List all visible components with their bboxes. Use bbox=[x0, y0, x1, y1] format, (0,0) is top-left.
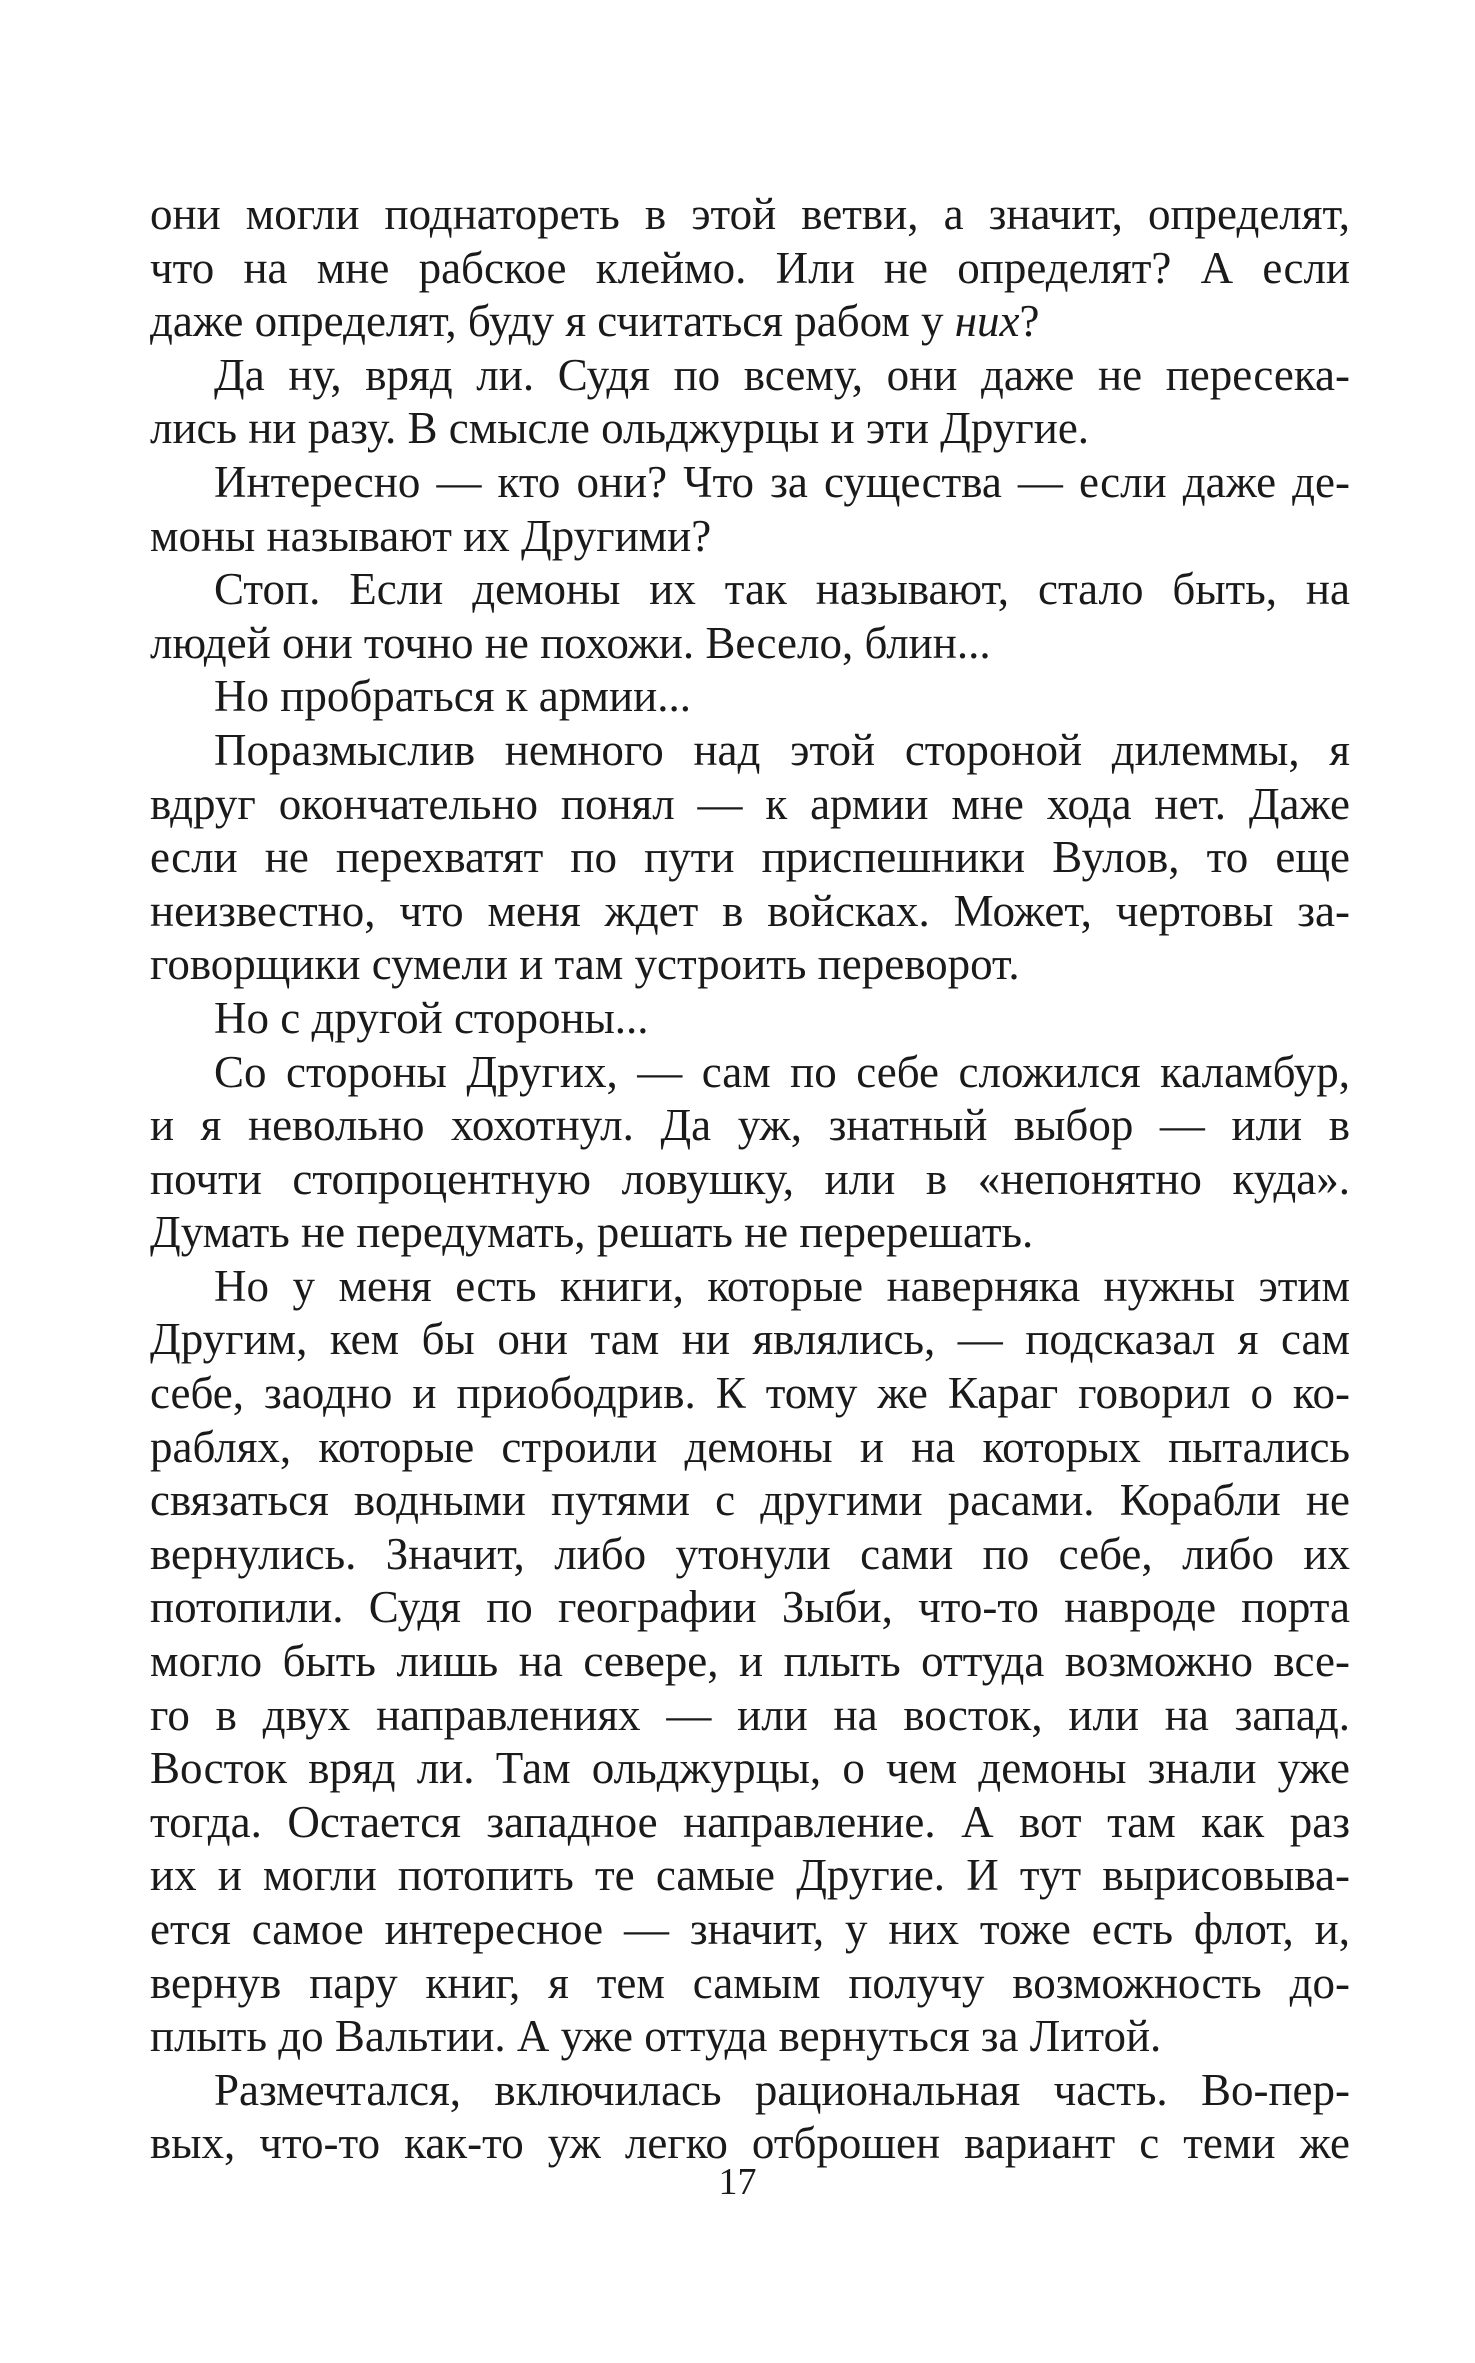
text-line bbox=[150, 188, 1350, 242]
line-text: Но с другой стороны... bbox=[214, 992, 649, 1043]
line-text: Восток вряд ли. Там ольджурцы, о чем демоны знали уже bbox=[150, 1743, 1350, 1794]
text-line bbox=[150, 885, 1350, 939]
text-line bbox=[150, 778, 1350, 832]
text-line bbox=[150, 670, 1350, 724]
text-line bbox=[150, 1689, 1350, 1743]
text-line bbox=[150, 1260, 1350, 1314]
line-text: вых, что-то как-то уж легко отброшен вариант с теми же bbox=[150, 2118, 1350, 2169]
text-line bbox=[150, 1635, 1350, 1689]
text-line bbox=[150, 1046, 1350, 1100]
text-line bbox=[150, 563, 1350, 617]
line-text: вдруг окончательно понял — к армии мне хода нет. Даже bbox=[150, 778, 1350, 829]
line-text: Стоп. Если демоны их так называют, стало быть, на bbox=[214, 564, 1350, 615]
text-line bbox=[150, 510, 1350, 564]
text-line bbox=[150, 1903, 1350, 1957]
text-line bbox=[150, 1742, 1350, 1796]
line-text: и я невольно хохотнул. Да уж, знатный выбор — или в bbox=[150, 1100, 1350, 1151]
line-text: Другим, кем бы они там ни являлись, — подсказал я сам bbox=[150, 1314, 1350, 1365]
line-text: Размечтался, включилась рациональная часть. Во-пер- bbox=[214, 2064, 1350, 2115]
line-text: вернув пару книг, я тем самым получу возможность до- bbox=[150, 1957, 1350, 2008]
line-text: ется самое интересное — значит, у них тоже есть флот, и, bbox=[150, 1904, 1350, 1954]
text-line bbox=[150, 2064, 1350, 2118]
text-line bbox=[150, 402, 1350, 456]
line-text: если не перехватят по пути приспешники Вулов, то еще bbox=[150, 832, 1350, 883]
text-line bbox=[150, 1367, 1350, 1421]
text-line bbox=[150, 724, 1350, 778]
text-line bbox=[150, 349, 1350, 403]
line-text: могло быть лишь на севере, и плыть оттуда возможно все- bbox=[150, 1636, 1350, 1687]
page-number: 17 bbox=[718, 2161, 757, 2203]
line-text: Интересно — кто они? Что за существа — если даже де- bbox=[214, 456, 1350, 507]
line-text: даже определят, буду я считаться рабом у bbox=[150, 296, 955, 347]
text-line bbox=[150, 1957, 1350, 2011]
line-text: говорщики сумели и там устроить переворот. bbox=[150, 939, 1020, 990]
text-line bbox=[150, 831, 1350, 885]
line-text: Но пробраться к армии... bbox=[214, 671, 691, 722]
line-text: что на мне рабское клеймо. Или не определят? А если bbox=[150, 242, 1350, 293]
line-text: неизвестно, что меня ждет в войсках. Может, чертовы за- bbox=[150, 885, 1350, 936]
line-text: себе, заодно и приободрив. К тому же Караг говорил о ко- bbox=[150, 1368, 1350, 1419]
line-text: их и могли потопить те самые Другие. И тут вырисовыва- bbox=[150, 1850, 1350, 1901]
text-line bbox=[150, 242, 1350, 296]
line-text: Но у меня есть книги, которые наверняка нужны этим bbox=[214, 1260, 1350, 1311]
text-line bbox=[150, 1474, 1350, 1528]
text-line bbox=[150, 1581, 1350, 1635]
text-line bbox=[150, 295, 1350, 349]
line-text: го в двух направлениях — или на восток, или на запад. bbox=[150, 1689, 1350, 1740]
line-text-end: ? bbox=[1019, 296, 1040, 347]
text-line bbox=[150, 1421, 1350, 1475]
text-line bbox=[150, 1849, 1350, 1903]
line-text: лись ни разу. В смысле ольджурцы и эти Другие. bbox=[150, 403, 1090, 454]
line-text: Да ну, вряд ли. Судя по всему, они даже не пересека- bbox=[214, 349, 1350, 400]
line-text: плыть до Вальтии. А уже оттуда вернуться за Литой. bbox=[150, 2011, 1162, 2062]
page-body bbox=[150, 188, 1350, 2171]
line-text: раблях, которые строили демоны и на которых пытались bbox=[150, 1421, 1350, 1472]
line-text: Со стороны Других, — сам по себе сложился каламбур, bbox=[214, 1046, 1350, 1097]
text-line bbox=[150, 1206, 1350, 1260]
text-line bbox=[150, 1528, 1350, 1582]
text-line bbox=[150, 617, 1350, 671]
line-text: людей они точно не похожи. Весело, блин... bbox=[150, 617, 991, 668]
line-text: вернулись. Значит, либо утонули сами по себе, либо их bbox=[150, 1528, 1350, 1579]
emphasis-text: них bbox=[954, 296, 1020, 347]
line-text: Поразмыслив немного над этой стороной дилеммы, я bbox=[214, 724, 1350, 775]
line-text: связаться водными путями с другими расами. Корабли не bbox=[150, 1475, 1350, 1526]
text-line bbox=[150, 938, 1350, 992]
line-text: моны называют их Другими? bbox=[150, 510, 712, 561]
text-line bbox=[150, 1796, 1350, 1850]
line-text: потопили. Судя по географии Зыби, что-то навроде порта bbox=[150, 1582, 1350, 1633]
line-text: они могли поднатореть в этой ветви, а значит, определят, bbox=[150, 189, 1350, 239]
text-line bbox=[150, 1099, 1350, 1153]
text-line bbox=[150, 1153, 1350, 1207]
text-line bbox=[150, 456, 1350, 510]
line-text: тогда. Остается западное направление. А вот там как раз bbox=[150, 1796, 1350, 1847]
line-text: Думать не передумать, решать не перерешать. bbox=[150, 1207, 1034, 1258]
text-line bbox=[150, 1313, 1350, 1367]
text-line bbox=[150, 2010, 1350, 2064]
text-line bbox=[150, 992, 1350, 1046]
line-text: почти стопроцентную ловушку, или в «непонятно куда». bbox=[150, 1153, 1350, 1204]
